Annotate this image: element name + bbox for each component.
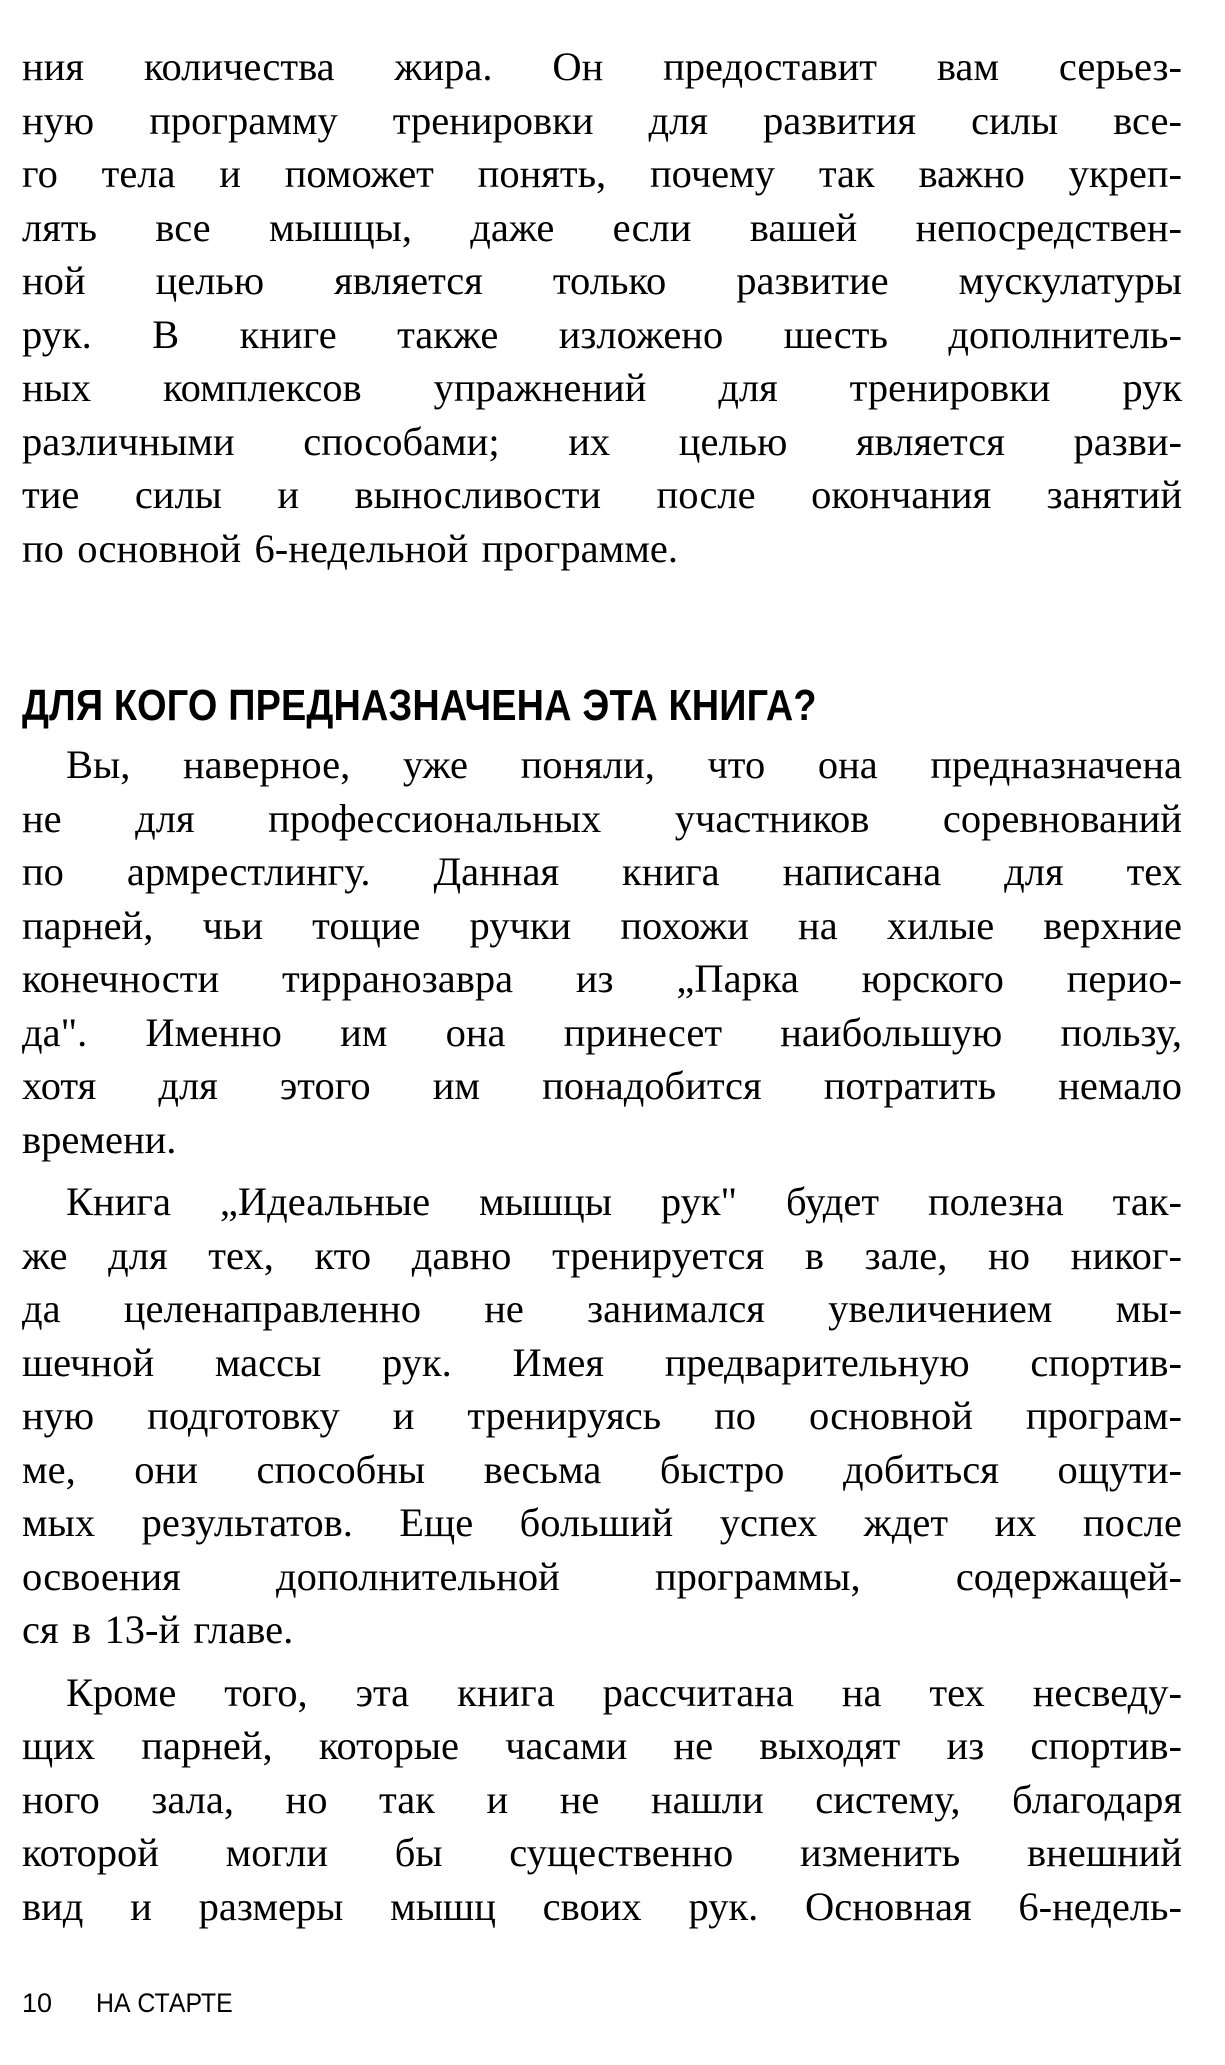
text-line: освоения дополнительной программы, содержащей-	[22, 1553, 1182, 1599]
text-line: мых результатов. Еще больший успех ждет их после	[22, 1500, 1182, 1545]
text-line: тие силы и выносливости после окончания занятий	[22, 472, 1182, 517]
text-line: ную программу тренировки для развития силы все-	[22, 97, 1182, 143]
text-line: же для тех, кто давно тренируется в зале, но никог-	[22, 1232, 1182, 1278]
text-line: Книга „Идеальные мышцы рук" будет полезна так-	[66, 1179, 1182, 1224]
text-line: конечности тирранозавра из „Парка юрского перио-	[22, 956, 1182, 1001]
text-line: лять все мышцы, даже если вашей непосредствен-	[22, 204, 1182, 250]
text-line: шечной массы рук. Имея предварительную спортив-	[22, 1339, 1182, 1385]
text-line: по армрестлингу. Данная книга написана для тех	[22, 849, 1182, 894]
text-line: да целенаправленно не занимался увеличением мы-	[22, 1286, 1182, 1331]
text-line: Вы, наверное, уже поняли, что она предназначена	[66, 742, 1182, 787]
text-line: да". Именно им она принесет наибольшую пользу,	[22, 1009, 1182, 1055]
section-heading: ДЛЯ КОГО ПРЕДНАЗНАЧЕНА ЭТА КНИГА?	[22, 681, 817, 730]
text-line: ния количества жира. Он предоставит вам серьез-	[22, 44, 1182, 89]
page-number: 10	[22, 1988, 53, 2018]
text-line: вид и размеры мышц своих рук. Основная 6-недель-	[22, 1883, 1182, 1929]
text-line: ных комплексов упражнений для тренировки рук	[22, 365, 1182, 410]
text-line: щих парней, которые часами не выходят из спортив-	[22, 1723, 1182, 1768]
text-line: по основной 6-недельной программе.	[22, 525, 678, 571]
text-line: хотя для этого им понадобится потратить немало	[22, 1063, 1182, 1108]
text-line: го тела и поможет понять, почему так важно укреп-	[22, 151, 1182, 196]
text-line: времени.	[22, 1116, 177, 1162]
text-line: не для профессиональных участников соревнований	[22, 795, 1182, 841]
text-line: ного зала, но так и не нашли систему, благодаря	[22, 1776, 1182, 1822]
text-line: рук. В книге также изложено шесть дополнитель-	[22, 311, 1182, 357]
text-line: различными способами; их целью является разви-	[22, 418, 1182, 464]
paragraph-experienced-trainees	[22, 1175, 1182, 1657]
paragraph-unaware-trainees	[22, 1666, 1182, 1934]
text-line: ную подготовку и тренируясь по основной програм-	[22, 1393, 1182, 1438]
intro-paragraph	[22, 40, 1182, 575]
page-footer	[22, 1988, 244, 2019]
running-footer-section: НА СТАРТЕ	[95, 1988, 233, 2018]
text-line: парней, чьи тощие ручки похожи на хилые верхние	[22, 902, 1182, 948]
text-line: ся в 13-й главе.	[22, 1607, 294, 1652]
text-line: которой могли бы существенно изменить внешний	[22, 1830, 1182, 1875]
text-line: Кроме того, эта книга рассчитана на тех несведу-	[66, 1669, 1182, 1715]
text-line: ме, они способны весьма быстро добиться ощути-	[22, 1446, 1182, 1492]
book-page	[22, 40, 1182, 1933]
paragraph-target-audience	[22, 738, 1182, 1166]
text-line: ной целью является только развитие мускулатуры	[22, 258, 1182, 303]
